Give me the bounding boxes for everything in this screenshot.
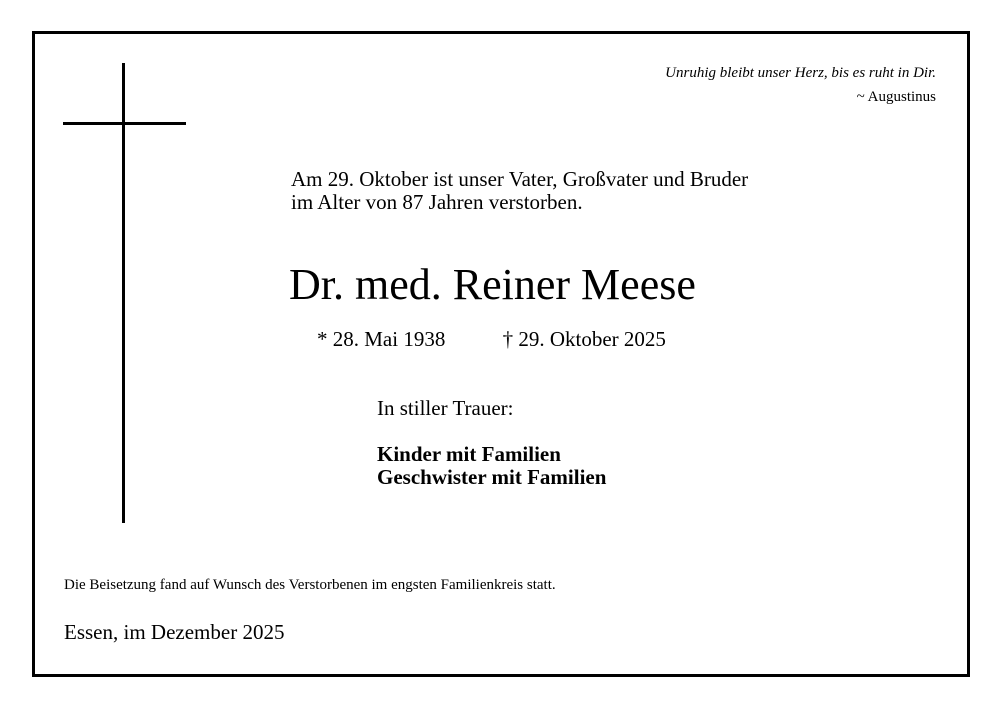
life-dates bbox=[317, 327, 666, 351]
cross-vertical-bar bbox=[122, 63, 125, 523]
mourner-item: Geschwister mit Familien bbox=[377, 465, 607, 489]
quote-block bbox=[665, 61, 936, 109]
quote-author: ~ Augustinus bbox=[856, 89, 936, 105]
deceased-name: Dr. med. Reiner Meese bbox=[289, 260, 696, 309]
mourning-heading: In stiller Trauer: bbox=[377, 396, 514, 420]
quote-text: Unruhig bleibt unser Herz, bis es ruht in Dir. bbox=[665, 65, 936, 81]
death-date: † 29. Oktober 2025 bbox=[502, 327, 666, 351]
intro-line-1: Am 29. Oktober ist unser Vater, Großvater und Bruder bbox=[291, 167, 749, 191]
intro-text bbox=[291, 168, 748, 214]
mourners-list bbox=[377, 443, 606, 489]
mourner-item: Kinder mit Familien bbox=[377, 442, 561, 466]
cross-horizontal-bar bbox=[63, 122, 186, 125]
burial-notice: Die Beisetzung fand auf Wunsch des Verstorbenen im engsten Familienkreis statt. bbox=[64, 577, 556, 593]
place-and-date: Essen, im Dezember 2025 bbox=[64, 620, 285, 644]
intro-line-2: im Alter von 87 Jahren verstorben. bbox=[291, 190, 583, 214]
birth-date: * 28. Mai 1938 bbox=[317, 327, 446, 351]
